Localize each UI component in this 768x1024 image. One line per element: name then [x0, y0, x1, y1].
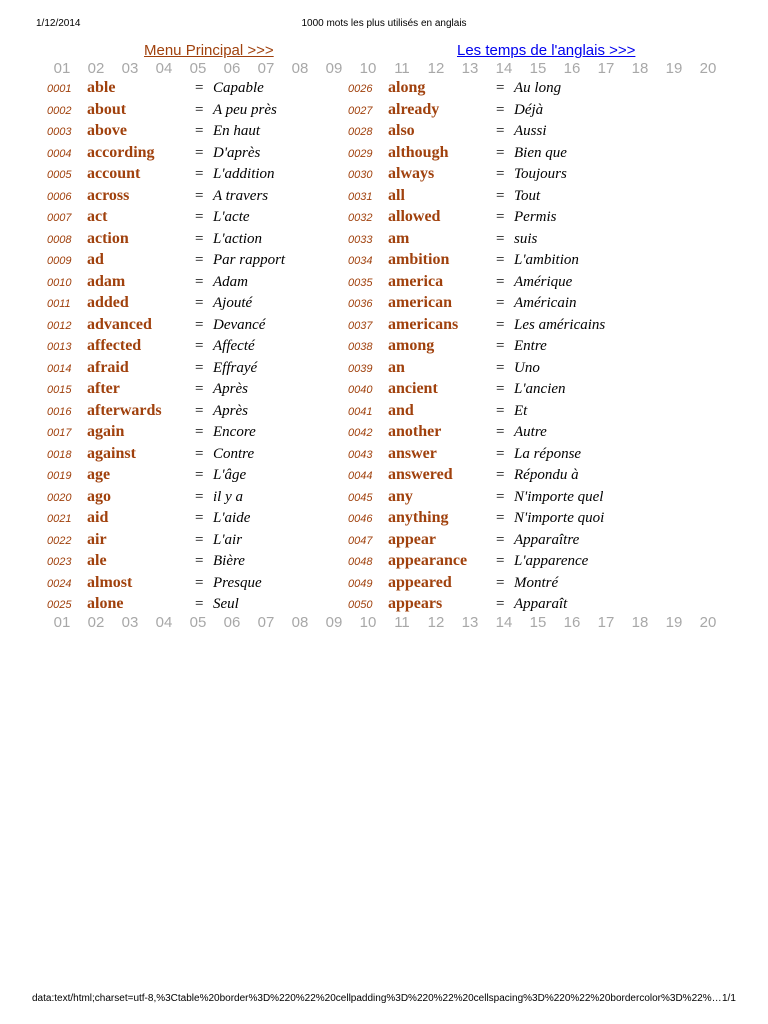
- word-number: 0028: [348, 126, 373, 138]
- page-link[interactable]: 14: [495, 614, 513, 631]
- word-number: 0031: [348, 190, 373, 203]
- word-number: 0015: [47, 384, 72, 396]
- page-link[interactable]: 15: [529, 60, 547, 77]
- equals-sign: =: [496, 316, 505, 333]
- page-link[interactable]: 06: [223, 614, 241, 631]
- page-link[interactable]: 01: [53, 60, 71, 77]
- equals-sign: =: [195, 252, 204, 268]
- word-number: 0007: [47, 212, 72, 224]
- english-word: act: [87, 208, 108, 225]
- french-translation: Amérique: [514, 273, 573, 290]
- page-link[interactable]: 17: [597, 614, 615, 631]
- french-translation: Apparaît: [514, 596, 568, 612]
- french-translation: Permis: [514, 209, 557, 225]
- english-word: appearance: [388, 552, 468, 569]
- french-translation: Seul: [213, 596, 239, 612]
- english-word: american: [388, 294, 452, 311]
- word-number: 0011: [47, 298, 71, 310]
- word-number: 0050: [348, 599, 373, 611]
- footer-page-number: 1/1: [722, 993, 736, 1004]
- page-link[interactable]: 11: [394, 60, 410, 77]
- page-link[interactable]: 19: [665, 614, 683, 631]
- word-number: 0038: [348, 341, 373, 353]
- equals-sign: =: [195, 230, 204, 247]
- equals-sign: =: [496, 467, 505, 483]
- english-word: alone: [87, 595, 124, 612]
- equals-sign: =: [496, 359, 505, 376]
- french-translation: Après: [213, 381, 248, 397]
- page-link[interactable]: 08: [291, 614, 309, 631]
- word-number: 0001: [47, 83, 72, 95]
- french-translation: Bien que: [514, 144, 567, 161]
- equals-sign: =: [496, 230, 505, 247]
- equals-sign: =: [496, 80, 505, 96]
- word-number: 0048: [348, 556, 373, 568]
- english-word: and: [388, 401, 414, 419]
- english-word: answered: [388, 466, 453, 483]
- english-word: after: [87, 380, 120, 397]
- english-word: afterwards: [87, 401, 162, 419]
- page-link[interactable]: 02: [87, 614, 105, 631]
- equals-sign: =: [195, 467, 204, 483]
- word-number: 0032: [348, 212, 373, 224]
- english-word: air: [87, 530, 107, 548]
- english-word: against: [87, 444, 136, 462]
- page-link[interactable]: 12: [427, 614, 445, 631]
- equals-sign: =: [496, 510, 505, 526]
- french-translation: Presque: [213, 574, 262, 591]
- equals-sign: =: [195, 596, 204, 612]
- word-number: 0010: [47, 276, 72, 289]
- word-number: 0017: [47, 427, 72, 439]
- equals-sign: =: [195, 488, 204, 505]
- page-link[interactable]: 14: [495, 60, 513, 77]
- french-translation: Adam: [213, 273, 248, 290]
- french-translation: D'après: [213, 144, 261, 161]
- english-word: among: [388, 337, 435, 354]
- equals-sign: =: [496, 488, 505, 505]
- word-number: 0033: [348, 233, 373, 246]
- word-number: 0037: [348, 319, 373, 332]
- word-number: 0009: [47, 255, 72, 267]
- english-word: ambition: [388, 251, 450, 268]
- page-link[interactable]: 13: [461, 614, 479, 631]
- footer-url: data:text/html;charset=utf-8,%3Ctable%20border%3D%220%22%20cellpadding%3D%220%22%20cellspacing%3D%220%22%20bordercolor%3D%22%…: [32, 993, 722, 1004]
- french-translation: Et: [514, 402, 528, 419]
- word-number: 0035: [348, 276, 373, 289]
- page-link[interactable]: 04: [155, 60, 173, 77]
- word-number: 0047: [348, 534, 373, 547]
- word-number: 0046: [348, 513, 373, 525]
- equals-sign: =: [195, 273, 204, 290]
- french-translation: N'importe quoi: [514, 510, 605, 526]
- equals-sign: =: [195, 424, 204, 440]
- word-number: 0039: [348, 362, 373, 375]
- french-translation: il y a: [213, 488, 243, 505]
- french-translation: Contre: [213, 445, 255, 462]
- french-translation: Entre: [514, 338, 547, 354]
- english-word: afraid: [87, 358, 129, 376]
- french-translation: Encore: [213, 424, 256, 440]
- french-translation: A peu près: [213, 101, 277, 118]
- french-translation: Au long: [514, 80, 562, 96]
- word-number: 0013: [47, 341, 72, 353]
- page-link[interactable]: 10: [359, 60, 377, 77]
- equals-sign: =: [496, 295, 505, 311]
- french-translation: Après: [213, 402, 248, 419]
- word-number: 0006: [47, 190, 72, 203]
- english-word: advanced: [87, 315, 152, 333]
- page-link[interactable]: 20: [699, 60, 717, 77]
- english-word: about: [87, 100, 127, 118]
- word-number: 0030: [348, 169, 373, 181]
- equals-sign: =: [195, 166, 204, 182]
- french-translation: suis: [514, 230, 538, 247]
- english-word: action: [87, 229, 129, 247]
- page-link[interactable]: 19: [665, 60, 683, 77]
- french-translation: A travers: [213, 187, 269, 204]
- word-number: 0029: [348, 147, 373, 160]
- word-number: 0018: [47, 448, 72, 461]
- equals-sign: =: [195, 574, 204, 591]
- print-title: 1000 mots les plus utilisés en anglais: [301, 18, 467, 29]
- english-word: according: [87, 143, 155, 161]
- french-translation: Capable: [213, 80, 264, 96]
- page-link[interactable]: 05: [189, 60, 207, 77]
- equals-sign: =: [496, 123, 505, 139]
- word-number: 0020: [47, 491, 72, 504]
- page-link[interactable]: 04: [155, 614, 173, 631]
- english-word: across: [87, 186, 130, 204]
- english-word: along: [388, 79, 426, 96]
- english-word: above: [87, 122, 127, 139]
- english-word: am: [388, 229, 410, 247]
- english-word: age: [87, 466, 111, 483]
- equals-sign: =: [496, 252, 505, 268]
- equals-sign: =: [195, 316, 204, 333]
- english-word: adam: [87, 272, 126, 290]
- word-number: 0034: [348, 255, 373, 267]
- french-translation: Aussi: [514, 123, 547, 139]
- english-word: any: [388, 487, 413, 505]
- equals-sign: =: [195, 209, 204, 225]
- word-number: 0008: [47, 233, 72, 246]
- page-link[interactable]: 07: [257, 60, 275, 77]
- english-word: affected: [87, 337, 142, 354]
- english-word: all: [388, 186, 405, 204]
- french-translation: Montré: [514, 574, 559, 591]
- english-word: allowed: [388, 208, 441, 225]
- print-date: 1/12/2014: [36, 18, 81, 29]
- english-word: ale: [87, 552, 107, 569]
- word-number: 0023: [47, 556, 72, 568]
- page-link[interactable]: 11: [394, 614, 410, 631]
- english-word: also: [388, 122, 415, 139]
- page-navigation-bottom: [45, 614, 735, 631]
- french-translation: Affecté: [213, 338, 255, 354]
- english-word: ago: [87, 487, 111, 505]
- french-translation: L'ancien: [514, 381, 566, 397]
- equals-sign: =: [195, 359, 204, 376]
- word-number: 0049: [348, 577, 373, 590]
- equals-sign: =: [195, 187, 204, 204]
- page-link[interactable]: 17: [597, 60, 615, 77]
- french-translation: Par rapport: [213, 252, 286, 268]
- menu-principal-link[interactable]: Menu Principal >>>: [144, 42, 274, 59]
- equals-sign: =: [195, 338, 204, 354]
- english-word: appeared: [388, 573, 452, 591]
- page-link[interactable]: 09: [325, 614, 343, 631]
- english-word: although: [388, 143, 449, 161]
- page-link[interactable]: 02: [87, 60, 105, 77]
- english-word: ancient: [388, 380, 438, 397]
- french-translation: La réponse: [514, 445, 582, 462]
- word-number: 0027: [348, 104, 373, 117]
- french-translation: En haut: [213, 123, 261, 139]
- page-link[interactable]: 05: [189, 614, 207, 631]
- french-translation: Les américains: [514, 316, 606, 333]
- equals-sign: =: [496, 531, 505, 548]
- french-translation: L'âge: [213, 467, 247, 483]
- equals-sign: =: [195, 381, 204, 397]
- english-word: another: [388, 423, 442, 440]
- french-translation: N'importe quel: [514, 488, 604, 505]
- page-link[interactable]: 01: [53, 614, 71, 631]
- equals-sign: =: [195, 144, 204, 161]
- page-link[interactable]: 18: [631, 60, 649, 77]
- word-number: 0021: [47, 513, 72, 525]
- word-number: 0044: [348, 470, 373, 482]
- french-translation: Devancé: [213, 316, 266, 333]
- word-number: 0041: [348, 405, 373, 418]
- equals-sign: =: [496, 596, 505, 612]
- word-number: 0025: [47, 599, 72, 611]
- page-link[interactable]: 16: [563, 614, 581, 631]
- english-word: appears: [388, 595, 443, 612]
- french-translation: Américain: [514, 295, 577, 311]
- equals-sign: =: [496, 402, 505, 419]
- french-translation: Déjà: [514, 101, 544, 118]
- english-word: appear: [388, 530, 436, 548]
- english-word: ad: [87, 251, 104, 268]
- french-translation: Autre: [514, 424, 547, 440]
- equals-sign: =: [195, 123, 204, 139]
- page-navigation-top: [45, 60, 735, 77]
- english-word: account: [87, 165, 141, 182]
- english-word: americans: [388, 315, 459, 333]
- word-number: 0042: [348, 427, 373, 439]
- word-number: 0036: [348, 298, 373, 310]
- equals-sign: =: [496, 381, 505, 397]
- page-link[interactable]: 16: [563, 60, 581, 77]
- equals-sign: =: [496, 574, 505, 591]
- french-translation: Tout: [514, 187, 541, 204]
- page-link[interactable]: 12: [427, 60, 445, 77]
- french-translation: Effrayé: [213, 359, 258, 376]
- word-number: 0014: [47, 362, 72, 375]
- equals-sign: =: [496, 144, 505, 161]
- english-word: an: [388, 358, 405, 376]
- french-translation: Uno: [514, 359, 540, 376]
- page-link[interactable]: 18: [631, 614, 649, 631]
- french-translation: Répondu à: [514, 467, 579, 483]
- equals-sign: =: [195, 402, 204, 419]
- equals-sign: =: [496, 187, 505, 204]
- english-tenses-link[interactable]: Les temps de l'anglais >>>: [457, 42, 636, 59]
- equals-sign: =: [195, 531, 204, 548]
- word-number: 0012: [47, 319, 72, 332]
- word-number: 0040: [348, 384, 373, 396]
- equals-sign: =: [496, 209, 505, 225]
- french-translation: L'acte: [213, 209, 250, 225]
- page-link[interactable]: 09: [325, 60, 343, 77]
- equals-sign: =: [496, 273, 505, 290]
- equals-sign: =: [195, 101, 204, 118]
- english-word: added: [87, 294, 129, 311]
- equals-sign: =: [496, 424, 505, 440]
- french-translation: Ajouté: [213, 295, 253, 311]
- word-number: 0005: [47, 169, 72, 181]
- equals-sign: =: [195, 80, 204, 96]
- french-translation: L'aide: [213, 510, 251, 526]
- equals-sign: =: [195, 445, 204, 462]
- page-link[interactable]: 15: [529, 614, 547, 631]
- word-number: 0002: [47, 104, 72, 117]
- word-number: 0043: [348, 448, 373, 461]
- page-link[interactable]: 03: [121, 614, 139, 631]
- french-translation: L'apparence: [514, 553, 589, 569]
- english-word: again: [87, 423, 125, 440]
- english-word: almost: [87, 573, 133, 591]
- equals-sign: =: [195, 295, 204, 311]
- french-translation: Apparaître: [514, 531, 580, 548]
- english-word: answer: [388, 444, 437, 462]
- page-link[interactable]: 10: [359, 614, 377, 631]
- english-word: always: [388, 165, 435, 182]
- page-link[interactable]: 08: [291, 60, 309, 77]
- french-translation: L'air: [213, 531, 243, 548]
- page-link[interactable]: 20: [699, 614, 717, 631]
- page-link[interactable]: 13: [461, 60, 479, 77]
- word-number: 0045: [348, 491, 373, 504]
- english-word: america: [388, 272, 444, 290]
- french-translation: L'ambition: [514, 252, 579, 268]
- page-link[interactable]: 07: [257, 614, 275, 631]
- french-translation: Toujours: [514, 166, 567, 182]
- equals-sign: =: [496, 445, 505, 462]
- equals-sign: =: [496, 338, 505, 354]
- equals-sign: =: [496, 553, 505, 569]
- word-number: 0026: [348, 83, 373, 95]
- french-translation: L'action: [213, 230, 263, 247]
- equals-sign: =: [195, 553, 204, 569]
- word-number: 0024: [47, 577, 72, 590]
- english-word: aid: [87, 509, 109, 526]
- french-translation: L'addition: [213, 166, 275, 182]
- french-translation: Bière: [213, 553, 245, 569]
- word-number: 0016: [47, 405, 72, 418]
- english-word: able: [87, 79, 116, 96]
- page-link[interactable]: 06: [223, 60, 241, 77]
- equals-sign: =: [195, 510, 204, 526]
- english-word: already: [388, 100, 440, 118]
- equals-sign: =: [496, 166, 505, 182]
- word-number: 0004: [47, 147, 72, 160]
- page-link[interactable]: 03: [121, 60, 139, 77]
- equals-sign: =: [496, 101, 505, 118]
- word-number: 0019: [47, 470, 72, 482]
- word-number: 0003: [47, 126, 72, 138]
- english-word: anything: [388, 509, 449, 526]
- word-number: 0022: [47, 534, 72, 547]
